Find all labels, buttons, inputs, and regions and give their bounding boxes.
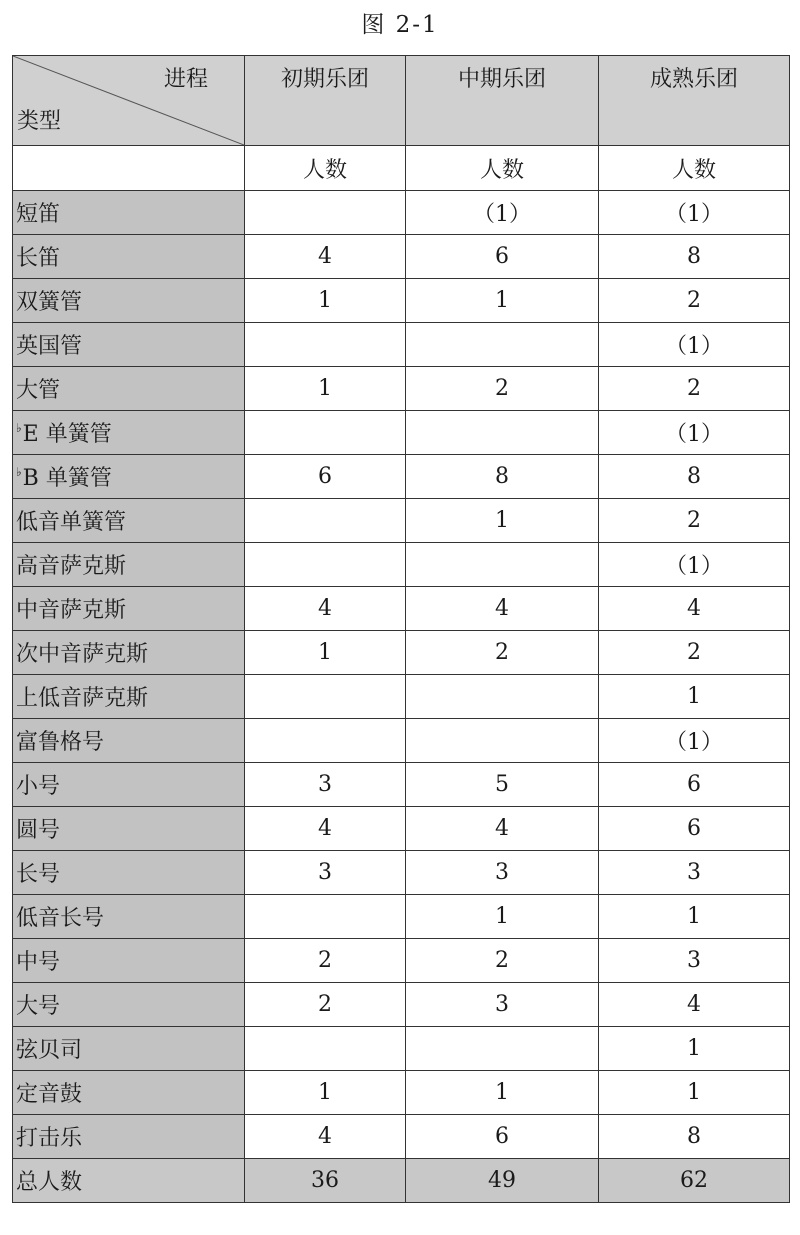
figure-title: 图 2-1 <box>361 12 439 38</box>
count-cell-middle <box>406 1027 599 1071</box>
type-label: 类型 <box>17 109 62 134</box>
count-cell-middle: 6 <box>406 1115 599 1159</box>
count-cell-middle: 2 <box>406 631 599 675</box>
instrument-type-cell <box>13 939 245 983</box>
instrument-name: 短笛 <box>16 202 61 227</box>
instrument-type-cell <box>13 411 245 455</box>
count-cell-middle: 2 <box>406 367 599 411</box>
subheader-count-early: 人数 <box>245 146 406 191</box>
count-cell-mature: （1） <box>599 191 790 235</box>
count-cell-early: 3 <box>245 851 406 895</box>
count-cell-middle: 3 <box>406 983 599 1027</box>
count-cell-mature: 8 <box>599 455 790 499</box>
count-cell-early: 1 <box>245 367 406 411</box>
count-cell-middle: 4 <box>406 587 599 631</box>
count-cell-middle: 1 <box>406 279 599 323</box>
table-row <box>13 367 790 411</box>
instrument-type-cell <box>13 763 245 807</box>
diagonal-header-cell <box>13 56 245 146</box>
instrument-name: 打击乐 <box>16 1126 83 1151</box>
count-cell-mature: （1） <box>599 411 790 455</box>
instrument-name: B 单簧管 <box>22 466 112 491</box>
count-cell-mature: （1） <box>599 543 790 587</box>
count-cell-middle <box>406 719 599 763</box>
table-row <box>13 807 790 851</box>
count-cell-middle <box>406 323 599 367</box>
count-cell-mature: 8 <box>599 235 790 279</box>
flat-symbol: ♭ <box>16 465 22 479</box>
count-cell-early <box>245 411 406 455</box>
count-cell-early: 4 <box>245 587 406 631</box>
total-label: 总人数 <box>13 1159 245 1203</box>
count-cell-mature: 4 <box>599 983 790 1027</box>
count-cell-middle <box>406 675 599 719</box>
total-row <box>13 1159 790 1203</box>
instrument-name: 次中音萨克斯 <box>16 642 149 667</box>
instrument-type-cell <box>13 235 245 279</box>
instrument-name: 中号 <box>16 950 61 975</box>
instrument-type-cell <box>13 323 245 367</box>
count-cell-early <box>245 323 406 367</box>
instrument-name: 高音萨克斯 <box>16 554 127 579</box>
instrument-type-cell <box>13 1115 245 1159</box>
instrument-name: 弦贝司 <box>16 1038 83 1063</box>
instrument-name: 大管 <box>16 378 61 403</box>
table-row <box>13 675 790 719</box>
instrument-type-cell <box>13 367 245 411</box>
count-cell-mature: 1 <box>599 1071 790 1115</box>
instrument-type-cell <box>13 543 245 587</box>
table-row <box>13 455 790 499</box>
table-row <box>13 235 790 279</box>
count-cell-middle: 1 <box>406 1071 599 1115</box>
instrument-name: 双簧管 <box>16 290 83 315</box>
subheader-count-middle: 人数 <box>406 146 599 191</box>
table-row <box>13 763 790 807</box>
instrument-type-cell <box>13 587 245 631</box>
instrument-name: 长笛 <box>16 246 61 271</box>
column-header-early: 初期乐团 <box>245 56 406 146</box>
count-cell-early <box>245 675 406 719</box>
process-label: 进程 <box>163 67 208 92</box>
table-row <box>13 631 790 675</box>
table-row <box>13 499 790 543</box>
instrument-type-cell <box>13 1071 245 1115</box>
instrument-name: 英国管 <box>16 334 83 359</box>
instrument-name: 长号 <box>16 862 61 887</box>
instrument-name: 小号 <box>16 774 61 799</box>
count-cell-middle: 1 <box>406 499 599 543</box>
table-row <box>13 279 790 323</box>
table-row <box>13 939 790 983</box>
total-cell-middle: 49 <box>406 1159 599 1203</box>
subheader-row <box>13 146 790 191</box>
instrument-type-cell <box>13 983 245 1027</box>
instrument-type-cell <box>13 631 245 675</box>
table-row <box>13 411 790 455</box>
instrument-name: 圆号 <box>16 818 61 843</box>
count-cell-middle: 2 <box>406 939 599 983</box>
count-cell-mature: 2 <box>599 279 790 323</box>
table-row <box>13 1071 790 1115</box>
instrument-type-cell <box>13 455 245 499</box>
count-cell-early: 3 <box>245 763 406 807</box>
instrument-name: 低音单簧管 <box>16 510 127 535</box>
count-cell-mature: 1 <box>599 895 790 939</box>
table-row <box>13 543 790 587</box>
count-cell-mature: 6 <box>599 763 790 807</box>
table-row <box>13 587 790 631</box>
instrument-type-cell <box>13 279 245 323</box>
count-cell-middle: （1） <box>406 191 599 235</box>
instrument-name: 定音鼓 <box>16 1082 83 1107</box>
total-cell-early: 36 <box>245 1159 406 1203</box>
count-cell-mature: 3 <box>599 939 790 983</box>
count-cell-middle: 4 <box>406 807 599 851</box>
count-cell-early: 4 <box>245 807 406 851</box>
instrument-type-cell <box>13 1027 245 1071</box>
count-cell-mature: （1） <box>599 719 790 763</box>
instrument-type-cell <box>13 675 245 719</box>
count-cell-middle: 1 <box>406 895 599 939</box>
ensemble-instrumentation-table <box>12 55 790 1203</box>
count-cell-early: 1 <box>245 1071 406 1115</box>
count-cell-early: 2 <box>245 939 406 983</box>
column-header-mature: 成熟乐团 <box>599 56 790 146</box>
count-cell-mature: 3 <box>599 851 790 895</box>
count-cell-early <box>245 191 406 235</box>
count-cell-early <box>245 543 406 587</box>
table-row <box>13 719 790 763</box>
instrument-type-cell <box>13 499 245 543</box>
count-cell-mature: 4 <box>599 587 790 631</box>
count-cell-early: 2 <box>245 983 406 1027</box>
count-cell-early: 1 <box>245 631 406 675</box>
count-cell-mature: （1） <box>599 323 790 367</box>
instrument-name: 大号 <box>16 994 61 1019</box>
count-cell-middle: 8 <box>406 455 599 499</box>
instrument-type-cell <box>13 191 245 235</box>
subheader-blank-cell <box>13 146 245 191</box>
count-cell-middle: 5 <box>406 763 599 807</box>
table-row <box>13 323 790 367</box>
column-header-middle: 中期乐团 <box>406 56 599 146</box>
table-row <box>13 851 790 895</box>
instrument-name: 低音长号 <box>16 906 105 931</box>
count-cell-middle <box>406 543 599 587</box>
instrument-type-cell <box>13 719 245 763</box>
flat-symbol: ♭ <box>16 421 22 435</box>
count-cell-mature: 1 <box>599 675 790 719</box>
count-cell-early: 6 <box>245 455 406 499</box>
instrument-name: 富鲁格号 <box>16 730 105 755</box>
count-cell-early: 4 <box>245 235 406 279</box>
count-cell-middle: 3 <box>406 851 599 895</box>
table-row <box>13 191 790 235</box>
table-row <box>13 1027 790 1071</box>
instrument-name: 上低音萨克斯 <box>16 686 149 711</box>
count-cell-early <box>245 895 406 939</box>
table-row <box>13 1115 790 1159</box>
instrument-type-cell <box>13 895 245 939</box>
subheader-count-mature: 人数 <box>599 146 790 191</box>
instrument-type-cell <box>13 851 245 895</box>
count-cell-early <box>245 499 406 543</box>
count-cell-mature: 2 <box>599 631 790 675</box>
instrument-name: 中音萨克斯 <box>16 598 127 623</box>
count-cell-early <box>245 1027 406 1071</box>
total-cell-mature: 62 <box>599 1159 790 1203</box>
count-cell-mature: 2 <box>599 367 790 411</box>
count-cell-early: 4 <box>245 1115 406 1159</box>
count-cell-mature: 2 <box>599 499 790 543</box>
count-cell-early: 1 <box>245 279 406 323</box>
count-cell-mature: 8 <box>599 1115 790 1159</box>
instrument-name: E 单簧管 <box>22 422 112 447</box>
count-cell-early <box>245 719 406 763</box>
table-row <box>13 983 790 1027</box>
count-cell-mature: 6 <box>599 807 790 851</box>
instrument-type-cell <box>13 807 245 851</box>
table-row <box>13 895 790 939</box>
header-row <box>13 56 790 146</box>
count-cell-middle: 6 <box>406 235 599 279</box>
count-cell-middle <box>406 411 599 455</box>
count-cell-mature: 1 <box>599 1027 790 1071</box>
